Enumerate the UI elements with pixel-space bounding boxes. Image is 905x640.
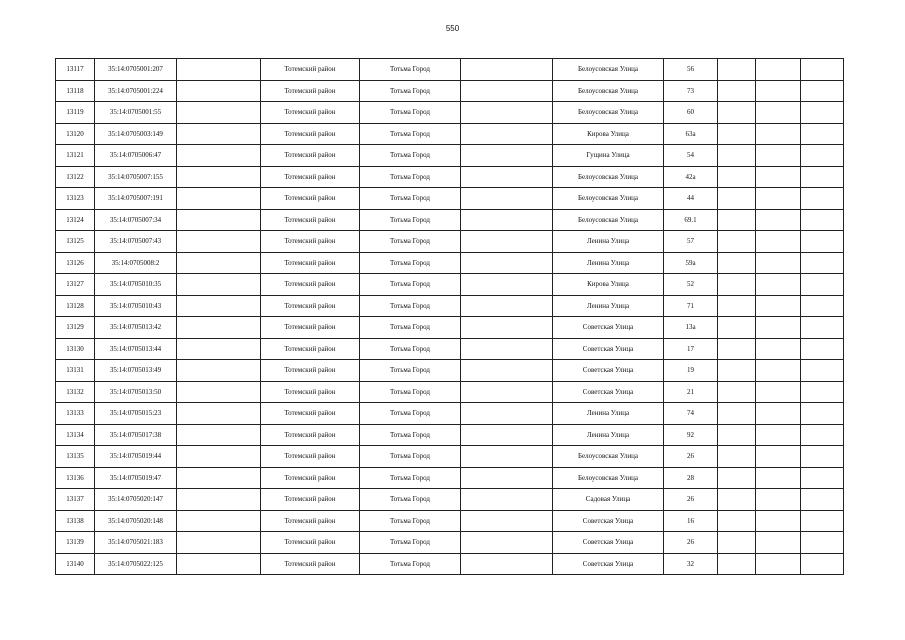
empty-cell (461, 252, 553, 274)
empty-cell (801, 489, 844, 511)
house-number-cell: 56 (664, 59, 718, 81)
empty-cell (177, 59, 261, 81)
district-cell: Тотемский район (261, 295, 360, 317)
locality-cell: Тотьма Город (360, 317, 461, 339)
locality-cell: Тотьма Город (360, 553, 461, 575)
street-cell: Советская Улица (553, 317, 664, 339)
district-cell: Тотемский район (261, 59, 360, 81)
locality-cell: Тотьма Город (360, 102, 461, 124)
row-number-cell: 13136 (56, 467, 95, 489)
table-row (56, 553, 844, 575)
empty-cell (461, 102, 553, 124)
empty-cell (718, 489, 756, 511)
empty-cell (718, 317, 756, 339)
empty-cell (461, 188, 553, 210)
street-cell: Ленина Улица (553, 252, 664, 274)
table-row (56, 467, 844, 489)
empty-cell (718, 403, 756, 425)
empty-cell (461, 317, 553, 339)
empty-cell (756, 188, 801, 210)
locality-cell: Тотьма Город (360, 252, 461, 274)
empty-cell (177, 123, 261, 145)
row-number-cell: 13124 (56, 209, 95, 231)
street-cell: Белоусовская Улица (553, 188, 664, 210)
street-cell: Советская Улица (553, 338, 664, 360)
cadastral-number-cell: 35:14:0705019:44 (95, 446, 177, 468)
empty-cell (177, 317, 261, 339)
locality-cell: Тотьма Город (360, 446, 461, 468)
row-number-cell: 13125 (56, 231, 95, 253)
empty-cell (177, 446, 261, 468)
empty-cell (756, 510, 801, 532)
locality-cell: Тотьма Город (360, 295, 461, 317)
empty-cell (718, 360, 756, 382)
empty-cell (461, 209, 553, 231)
street-cell: Белоусовская Улица (553, 59, 664, 81)
cadastral-number-cell: 35:14:0705010:43 (95, 295, 177, 317)
street-cell: Белоусовская Улица (553, 467, 664, 489)
house-number-cell: 26 (664, 489, 718, 511)
district-cell: Тотемский район (261, 532, 360, 554)
locality-cell: Тотьма Город (360, 166, 461, 188)
street-cell: Ленина Улица (553, 295, 664, 317)
street-cell: Советская Улица (553, 553, 664, 575)
district-cell: Тотемский район (261, 209, 360, 231)
empty-cell (718, 209, 756, 231)
locality-cell: Тотьма Город (360, 510, 461, 532)
row-number-cell: 13120 (56, 123, 95, 145)
row-number-cell: 13122 (56, 166, 95, 188)
row-number-cell: 13135 (56, 446, 95, 468)
district-cell: Тотемский район (261, 489, 360, 511)
page-number: 550 (445, 24, 460, 33)
table-row (56, 446, 844, 468)
empty-cell (461, 123, 553, 145)
district-cell: Тотемский район (261, 231, 360, 253)
table-row (56, 510, 844, 532)
district-cell: Тотемский район (261, 252, 360, 274)
locality-cell: Тотьма Город (360, 209, 461, 231)
table-row (56, 209, 844, 231)
empty-cell (461, 338, 553, 360)
empty-cell (461, 360, 553, 382)
empty-cell (461, 381, 553, 403)
cadastral-number-cell: 35:14:0705001:224 (95, 80, 177, 102)
row-number-cell: 13127 (56, 274, 95, 296)
empty-cell (177, 424, 261, 446)
table-row (56, 317, 844, 339)
empty-cell (756, 59, 801, 81)
row-number-cell: 13129 (56, 317, 95, 339)
empty-cell (718, 295, 756, 317)
house-number-cell: 17 (664, 338, 718, 360)
empty-cell (177, 231, 261, 253)
district-cell: Тотемский район (261, 166, 360, 188)
table-row (56, 274, 844, 296)
district-cell: Тотемский район (261, 123, 360, 145)
empty-cell (718, 532, 756, 554)
empty-cell (718, 510, 756, 532)
empty-cell (177, 532, 261, 554)
empty-cell (718, 59, 756, 81)
locality-cell: Тотьма Город (360, 467, 461, 489)
district-cell: Тотемский район (261, 467, 360, 489)
cadastral-number-cell: 35:14:0705013:49 (95, 360, 177, 382)
house-number-cell: 32 (664, 553, 718, 575)
cadastral-number-cell: 35:14:0705020:147 (95, 489, 177, 511)
house-number-cell: 73 (664, 80, 718, 102)
empty-cell (177, 553, 261, 575)
district-cell: Тотемский район (261, 446, 360, 468)
empty-cell (461, 166, 553, 188)
cadastral-number-cell: 35:14:0705020:148 (95, 510, 177, 532)
empty-cell (801, 338, 844, 360)
empty-cell (461, 59, 553, 81)
row-number-cell: 13130 (56, 338, 95, 360)
row-number-cell: 13126 (56, 252, 95, 274)
house-number-cell: 74 (664, 403, 718, 425)
cadastral-number-cell: 35:14:0705007:191 (95, 188, 177, 210)
empty-cell (801, 102, 844, 124)
street-cell: Ленина Улица (553, 424, 664, 446)
empty-cell (177, 338, 261, 360)
table-row (56, 80, 844, 102)
empty-cell (718, 446, 756, 468)
table-row (56, 403, 844, 425)
empty-cell (756, 145, 801, 167)
street-cell: Белоусовская Улица (553, 80, 664, 102)
district-cell: Тотемский район (261, 381, 360, 403)
table-row (56, 360, 844, 382)
empty-cell (756, 166, 801, 188)
empty-cell (461, 467, 553, 489)
table-row (56, 59, 844, 81)
empty-cell (177, 188, 261, 210)
empty-cell (756, 209, 801, 231)
table-row (56, 252, 844, 274)
street-cell: Белоусовская Улица (553, 102, 664, 124)
district-cell: Тотемский район (261, 360, 360, 382)
empty-cell (177, 166, 261, 188)
empty-cell (756, 274, 801, 296)
row-number-cell: 13138 (56, 510, 95, 532)
table-row (56, 123, 844, 145)
empty-cell (756, 338, 801, 360)
empty-cell (718, 553, 756, 575)
empty-cell (756, 231, 801, 253)
empty-cell (461, 489, 553, 511)
street-cell: Гущина Улица (553, 145, 664, 167)
locality-cell: Тотьма Город (360, 360, 461, 382)
row-number-cell: 13117 (56, 59, 95, 81)
table-row (56, 295, 844, 317)
locality-cell: Тотьма Город (360, 424, 461, 446)
house-number-cell: 28 (664, 467, 718, 489)
empty-cell (177, 360, 261, 382)
cadastral-number-cell: 35:14:0705022:125 (95, 553, 177, 575)
district-cell: Тотемский район (261, 145, 360, 167)
empty-cell (177, 80, 261, 102)
table-row (56, 338, 844, 360)
empty-cell (718, 166, 756, 188)
empty-cell (756, 403, 801, 425)
street-cell: Ленина Улица (553, 403, 664, 425)
district-cell: Тотемский район (261, 80, 360, 102)
table-row (56, 188, 844, 210)
house-number-cell: 92 (664, 424, 718, 446)
house-number-cell: 71 (664, 295, 718, 317)
empty-cell (718, 145, 756, 167)
empty-cell (801, 80, 844, 102)
empty-cell (718, 102, 756, 124)
house-number-cell: 26 (664, 532, 718, 554)
empty-cell (461, 532, 553, 554)
house-number-cell: 21 (664, 381, 718, 403)
empty-cell (718, 123, 756, 145)
empty-cell (756, 446, 801, 468)
empty-cell (718, 424, 756, 446)
empty-cell (801, 403, 844, 425)
cadastral-number-cell: 35:14:0705013:44 (95, 338, 177, 360)
empty-cell (718, 467, 756, 489)
empty-cell (177, 381, 261, 403)
locality-cell: Тотьма Город (360, 80, 461, 102)
empty-cell (756, 295, 801, 317)
empty-cell (461, 231, 553, 253)
empty-cell (801, 360, 844, 382)
empty-cell (461, 510, 553, 532)
empty-cell (756, 102, 801, 124)
district-cell: Тотемский район (261, 102, 360, 124)
empty-cell (461, 80, 553, 102)
empty-cell (461, 403, 553, 425)
empty-cell (801, 252, 844, 274)
empty-cell (461, 274, 553, 296)
district-cell: Тотемский район (261, 510, 360, 532)
empty-cell (801, 510, 844, 532)
empty-cell (756, 467, 801, 489)
empty-cell (801, 295, 844, 317)
house-number-cell: 13а (664, 317, 718, 339)
cadastral-number-cell: 35:14:0705015:23 (95, 403, 177, 425)
table-row (56, 166, 844, 188)
row-number-cell: 13118 (56, 80, 95, 102)
cadastral-number-cell: 35:14:0705017:38 (95, 424, 177, 446)
locality-cell: Тотьма Город (360, 123, 461, 145)
street-cell: Кирова Улица (553, 123, 664, 145)
street-cell: Садовая Улица (553, 489, 664, 511)
table-row (56, 102, 844, 124)
empty-cell (801, 209, 844, 231)
cadastral-number-cell: 35:14:0705007:155 (95, 166, 177, 188)
cadastral-number-cell: 35:14:0705001:55 (95, 102, 177, 124)
cadastral-number-cell: 35:14:0705013:50 (95, 381, 177, 403)
street-cell: Советская Улица (553, 532, 664, 554)
house-number-cell: 16 (664, 510, 718, 532)
empty-cell (718, 231, 756, 253)
house-number-cell: 54 (664, 145, 718, 167)
locality-cell: Тотьма Город (360, 188, 461, 210)
cadastral-number-cell: 35:14:0705013:42 (95, 317, 177, 339)
empty-cell (801, 231, 844, 253)
cadastral-number-cell: 35:14:0705021:183 (95, 532, 177, 554)
empty-cell (801, 123, 844, 145)
empty-cell (801, 532, 844, 554)
row-number-cell: 13132 (56, 381, 95, 403)
empty-cell (801, 553, 844, 575)
empty-cell (177, 274, 261, 296)
locality-cell: Тотьма Город (360, 59, 461, 81)
empty-cell (461, 295, 553, 317)
street-cell: Белоусовская Улица (553, 209, 664, 231)
empty-cell (801, 317, 844, 339)
empty-cell (461, 553, 553, 575)
table-row (56, 489, 844, 511)
empty-cell (756, 80, 801, 102)
locality-cell: Тотьма Город (360, 381, 461, 403)
street-cell: Советская Улица (553, 360, 664, 382)
cadastral-number-cell: 35:14:0705001:207 (95, 59, 177, 81)
empty-cell (718, 188, 756, 210)
locality-cell: Тотьма Город (360, 532, 461, 554)
table-row (56, 231, 844, 253)
empty-cell (756, 424, 801, 446)
empty-cell (756, 532, 801, 554)
district-cell: Тотемский район (261, 274, 360, 296)
district-cell: Тотемский район (261, 338, 360, 360)
house-number-cell: 63а (664, 123, 718, 145)
district-cell: Тотемский район (261, 553, 360, 575)
locality-cell: Тотьма Город (360, 231, 461, 253)
street-cell: Белоусовская Улица (553, 166, 664, 188)
empty-cell (177, 102, 261, 124)
empty-cell (756, 553, 801, 575)
row-number-cell: 13133 (56, 403, 95, 425)
empty-cell (756, 252, 801, 274)
house-number-cell: 69.1 (664, 209, 718, 231)
empty-cell (177, 489, 261, 511)
house-number-cell: 26 (664, 446, 718, 468)
locality-cell: Тотьма Город (360, 403, 461, 425)
table-row (56, 424, 844, 446)
empty-cell (801, 424, 844, 446)
street-cell: Кирова Улица (553, 274, 664, 296)
empty-cell (801, 467, 844, 489)
row-number-cell: 13121 (56, 145, 95, 167)
house-number-cell: 59а (664, 252, 718, 274)
locality-cell: Тотьма Город (360, 274, 461, 296)
empty-cell (756, 381, 801, 403)
empty-cell (177, 209, 261, 231)
row-number-cell: 13139 (56, 532, 95, 554)
district-cell: Тотемский район (261, 403, 360, 425)
house-number-cell: 57 (664, 231, 718, 253)
empty-cell (756, 489, 801, 511)
cadastral-number-cell: 35:14:0705019:47 (95, 467, 177, 489)
empty-cell (756, 123, 801, 145)
house-number-cell: 42а (664, 166, 718, 188)
locality-cell: Тотьма Город (360, 145, 461, 167)
district-cell: Тотемский район (261, 317, 360, 339)
table-row (56, 145, 844, 167)
empty-cell (461, 424, 553, 446)
empty-cell (801, 446, 844, 468)
empty-cell (718, 338, 756, 360)
table-row (56, 532, 844, 554)
row-number-cell: 13128 (56, 295, 95, 317)
empty-cell (718, 381, 756, 403)
row-number-cell: 13134 (56, 424, 95, 446)
table-body (56, 59, 844, 575)
empty-cell (718, 274, 756, 296)
empty-cell (177, 403, 261, 425)
street-cell: Советская Улица (553, 510, 664, 532)
row-number-cell: 13140 (56, 553, 95, 575)
empty-cell (718, 80, 756, 102)
street-cell: Белоусовская Улица (553, 446, 664, 468)
empty-cell (177, 510, 261, 532)
registry-table (55, 58, 844, 575)
empty-cell (461, 145, 553, 167)
street-cell: Советская Улица (553, 381, 664, 403)
empty-cell (756, 360, 801, 382)
empty-cell (177, 145, 261, 167)
empty-cell (177, 295, 261, 317)
table-row (56, 381, 844, 403)
district-cell: Тотемский район (261, 188, 360, 210)
empty-cell (177, 252, 261, 274)
empty-cell (801, 274, 844, 296)
locality-cell: Тотьма Город (360, 489, 461, 511)
empty-cell (801, 166, 844, 188)
empty-cell (461, 446, 553, 468)
cadastral-number-cell: 35:14:0705007:43 (95, 231, 177, 253)
empty-cell (718, 252, 756, 274)
cadastral-number-cell: 35:14:0705007:34 (95, 209, 177, 231)
empty-cell (801, 381, 844, 403)
empty-cell (801, 59, 844, 81)
house-number-cell: 60 (664, 102, 718, 124)
house-number-cell: 19 (664, 360, 718, 382)
house-number-cell: 44 (664, 188, 718, 210)
cadastral-number-cell: 35:14:0705003:149 (95, 123, 177, 145)
empty-cell (801, 145, 844, 167)
row-number-cell: 13119 (56, 102, 95, 124)
locality-cell: Тотьма Город (360, 338, 461, 360)
row-number-cell: 13123 (56, 188, 95, 210)
empty-cell (801, 188, 844, 210)
district-cell: Тотемский район (261, 424, 360, 446)
cadastral-number-cell: 35:14:0705010:35 (95, 274, 177, 296)
row-number-cell: 13131 (56, 360, 95, 382)
house-number-cell: 52 (664, 274, 718, 296)
cadastral-number-cell: 35:14:0705006:47 (95, 145, 177, 167)
empty-cell (756, 317, 801, 339)
row-number-cell: 13137 (56, 489, 95, 511)
cadastral-number-cell: 35:14:0705008:2 (95, 252, 177, 274)
street-cell: Ленина Улица (553, 231, 664, 253)
empty-cell (177, 467, 261, 489)
